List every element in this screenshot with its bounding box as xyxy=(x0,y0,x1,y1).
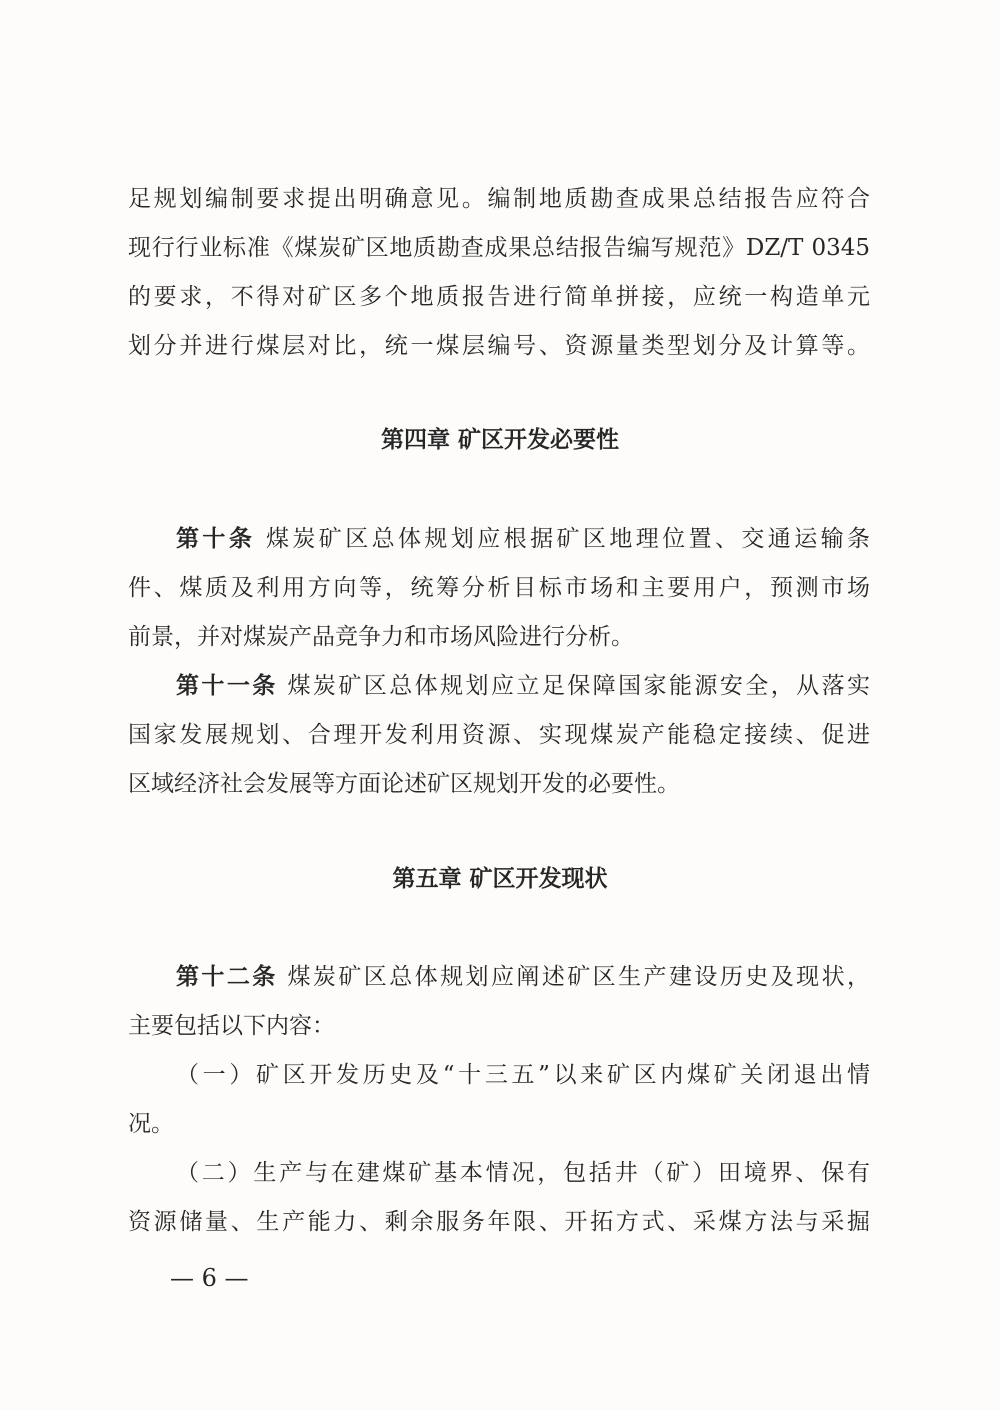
item-2-line-1: （二）生产与在建煤矿基本情况，包括井（矿）田境界、保有 xyxy=(176,1160,870,1186)
article-11-label: 第十一条 xyxy=(176,673,278,699)
article-10-line-3: 前景，并对煤炭产品竞争力和市场风险进行分析。 xyxy=(128,624,634,650)
article-11-line-1 xyxy=(176,671,870,701)
article-12-line-1 xyxy=(176,962,870,992)
intro-line-1: 足规划编制要求提出明确意见。编制地质勘查成果总结报告应符合 xyxy=(128,186,870,212)
article-10-line-1 xyxy=(176,524,870,554)
article-12-line-2: 主要包括以下内容： xyxy=(128,1013,335,1039)
intro-line-2: 现行行业标准《煤炭矿区地质勘查成果总结报告编写规范》DZ/T 0345 xyxy=(128,235,870,261)
chapter-5-title: 第五章 矿区开发现状 xyxy=(392,866,608,892)
item-1-line-2: 况。 xyxy=(128,1111,174,1137)
item-1-line-1: （一）矿区开发历史及“十三五”以来矿区内煤矿关闭退出情 xyxy=(176,1062,870,1088)
page-number: — 6 — xyxy=(170,1264,249,1292)
item-2-line-2: 资源储量、生产能力、剩余服务年限、开拓方式、采煤方法与采掘 xyxy=(128,1209,870,1235)
article-11-line-3: 区域经济社会发展等方面论述矿区规划开发的必要性。 xyxy=(128,771,680,797)
article-12-label: 第十二条 xyxy=(176,964,278,990)
article-10-label: 第十条 xyxy=(176,526,256,552)
article-11-line-2: 国家发展规划、合理开发利用资源、实现煤炭产能稳定接续、促进 xyxy=(128,722,870,748)
article-10-text-1: 煤炭矿区总体规划应根据矿区地理位置、交通运输条 xyxy=(265,526,870,552)
chapter-4-title: 第四章 矿区开发必要性 xyxy=(380,427,619,453)
intro-line-4: 划分并进行煤层对比，统一煤层编号、资源量类型划分及计算等。 xyxy=(128,333,870,359)
intro-line-3: 的要求，不得对矿区多个地质报告进行简单拼接，应统一构造单元 xyxy=(128,284,870,310)
article-10-line-2: 件、煤质及利用方向等，统筹分析目标市场和主要用户，预测市场 xyxy=(128,575,870,601)
article-12-text-1: 煤炭矿区总体规划应阐述矿区生产建设历史及现状， xyxy=(287,964,870,990)
article-11-text-1: 煤炭矿区总体规划应立足保障国家能源安全，从落实 xyxy=(287,673,870,699)
